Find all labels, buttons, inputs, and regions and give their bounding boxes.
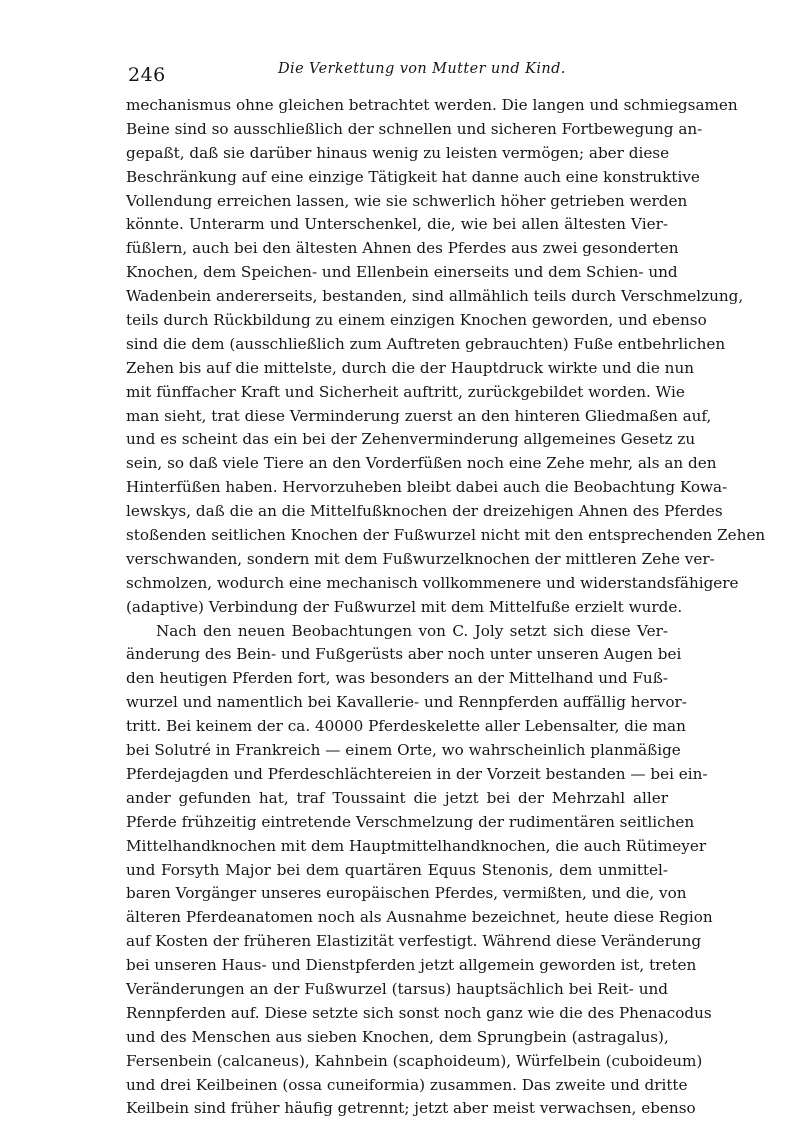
text-line: füßlern, auch bei den ältesten Ahnen des Pferdes aus zwei gesonderten [126,239,679,258]
text-line: könnte. Unterarm und Unterschenkel, die, wie bei allen ältesten Vier- [126,215,668,234]
paragraph-1 [126,94,766,620]
text-line: bei Solutré in Frankreich — einem Orte, wo wahrscheinlich planmäßige [126,741,681,760]
text-line: tritt. Bei keinem der ca. 40000 Pferdeskelette aller Lebensalter, die man [126,717,686,736]
text-line: Pferdejagden und Pferdeschlächtereien in der Vorzeit bestanden — bei ein- [126,764,708,783]
text-line: Beine sind so ausschließlich der schnellen und sicheren Fortbewegung an- [126,119,703,138]
text-line: baren Vorgänger unseres europäischen Pferdes, vermißten, und die, von [126,884,687,903]
text-line: gepaßt, daß sie darüber hinaus wenig zu leisten vermögen; aber diese [126,143,670,162]
text-line: Zehen bis auf die mittelste, durch die der Hauptdruck wirkte und die nun [126,358,695,377]
text-line: (adaptive) Verbindung der Fußwurzel mit dem Mittelfuße erzielt wurde. [126,597,683,616]
body-text [126,94,766,1121]
text-line: sein, so daß viele Tiere an den Vorderfüßen noch eine Zehe mehr, als an den [126,454,717,473]
text-line: Fersenbein (calcaneus), Kahnbein (scaphoideum), Würfelbein (cuboideum) [126,1051,703,1070]
text-line: und drei Keilbeinen (ossa cuneiformia) zusammen. Das zweite und dritte [126,1075,688,1094]
text-line: mit fünffacher Kraft und Sicherheit auftritt, zurückgebildet worden. Wie [126,382,685,401]
page-header [128,58,668,88]
text-line: mechanismus ohne gleichen betrachtet werden. Die langen und schmiegsamen [126,96,738,114]
text-line: auf Kosten der früheren Elastizität verfestigt. Während diese Veränderung [126,932,702,951]
text-line: Beschränkung auf eine einzige Tätigkeit hat danne auch eine konstruktive [126,167,700,186]
running-head: Die Verkettung von Mutter und Kind. [278,61,566,77]
text-line: Veränderungen an der Fußwurzel (tarsus) hauptsächlich bei Reit- und [126,979,668,998]
text-line: Nach den neuen Beobachtungen von C. Joly setzt sich diese Ver- [156,621,668,640]
text-line: stoßenden seitlichen Knochen der Fußwurzel nicht mit den entsprechenden Zehen [126,526,766,545]
text-line: Wadenbein andererseits, bestanden, sind allmählich teils durch Verschmelzung, [126,287,744,306]
text-line: lewskys, daß die an die Mittelfußknochen der dreizehigen Ahnen des Pferdes [126,502,723,521]
text-line: und Forsyth Major bei dem quartären Equus Stenonis, dem unmittel- [126,860,668,879]
text-line: schmolzen, wodurch eine mechanisch vollkommenere und widerstandsfähigere [126,573,739,592]
text-line: älteren Pferdeanatomen noch als Ausnahme bezeichnet, heute diese Region [126,908,713,927]
text-line: verschwanden, sondern mit dem Fußwurzelknochen der mittleren Zehe ver- [126,549,715,568]
paragraph-2 [126,620,713,1121]
text-line: man sieht, trat diese Verminderung zuerst an den hinteren Gliedmaßen auf, [126,406,712,425]
text-line: den heutigen Pferden fort, was besonders an der Mittelhand und Fuß- [126,669,668,688]
text-line: Vollendung erreichen lassen, wie sie schwerlich höher getrieben werden [126,191,688,210]
text-line: ander gefunden hat, traf Toussaint die jetzt bei der Mehrzahl aller [126,788,668,807]
text-line: sind die dem (ausschließlich zum Auftreten gebrauchten) Fuße entbehrlichen [126,334,726,353]
text-line: wurzel und namentlich bei Kavallerie- und Rennpferden auffällig hervor- [126,693,687,712]
text-line: und es scheint das ein bei der Zehenverminderung allgemeines Gesetz zu [126,430,696,449]
text-line: und des Menschen aus sieben Knochen, dem Sprungbein (astragalus), [126,1027,669,1046]
text-line: bei unseren Haus- und Dienstpferden jetzt allgemein geworden ist, treten [126,956,697,975]
text-line: Knochen, dem Speichen- und Ellenbein einerseits und dem Schien- und [126,263,678,282]
text-line: Keilbein sind früher häufig getrennt; jetzt aber meist verwachsen, ebenso [126,1099,696,1118]
text-line: Hinterfüßen haben. Hervorzuheben bleibt dabei auch die Beobachtung Kowa- [126,478,728,497]
text-line: Mittelhandknochen mit dem Hauptmittelhandknochen, die auch Rütimeyer [126,836,707,855]
text-line: teils durch Rückbildung zu einem einzigen Knochen geworden, und ebenso [126,311,707,330]
text-line: Rennpferden auf. Diese setzte sich sonst noch ganz wie die des Phenacodus [126,1003,712,1022]
page-number: 246 [128,64,166,86]
text-line: änderung des Bein- und Fußgerüsts aber noch unter unseren Augen bei [126,645,682,664]
text-line: Pferde frühzeitig eintretende Verschmelzung der rudimentären seitlichen [126,812,695,831]
